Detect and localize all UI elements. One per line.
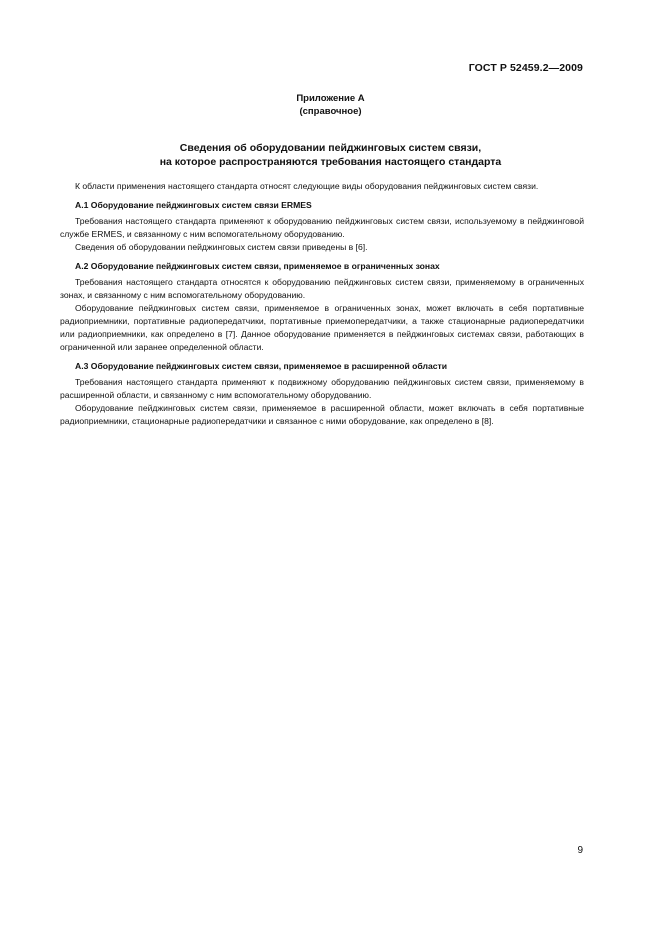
section-heading: А.2 Оборудование пейджинговых систем связи, применяемое в ограниченных зонах	[75, 261, 440, 271]
document-title	[0, 141, 661, 169]
section-a3	[60, 360, 584, 428]
section-heading: А.3 Оборудование пейджинговых систем связи, применяемое в расширенной области	[75, 361, 448, 371]
section-paragraph: Требования настоящего стандарта применяют к подвижному оборудованию пейджинговых систем связи, применяемому в расширенной области, и связанному с ним вспомогательному оборудованию.	[60, 377, 584, 400]
title-line-1: Сведения об оборудовании пейджинговых систем связи,	[179, 142, 482, 154]
standard-designation: ГОСТ Р 52459.2—2009	[468, 62, 583, 74]
intro-paragraph: К области применения настоящего стандарта относят следующие виды оборудования пейджинговых систем связи.	[75, 181, 539, 191]
page-number: 9	[577, 845, 583, 856]
section-paragraph: Сведения об оборудовании пейджинговых систем связи приведены в [6].	[75, 242, 368, 252]
section-paragraph: Требования настоящего стандарта относятся к оборудованию пейджинговых систем связи, применяемому в ограниченных зонах, и связанному с ним вспомогательному оборудованию.	[60, 277, 584, 300]
document-body	[60, 180, 584, 428]
section-paragraph: Требования настоящего стандарта применяют к оборудованию пейджинговых систем связи, используемому в пейджинговой службе ERMES, и связанному с ним вспомогательному оборудованию.	[60, 216, 584, 239]
annex-status: (справочное)	[299, 106, 362, 117]
annex-title: Приложение А	[296, 93, 365, 104]
section-a1	[60, 199, 584, 254]
section-heading: А.1 Оборудование пейджинговых систем связи ERMES	[75, 200, 312, 210]
section-a2	[60, 260, 584, 354]
title-line-2: на которое распространяются требования настоящего стандарта	[159, 156, 502, 168]
annex-heading	[0, 92, 661, 118]
section-paragraph: Оборудование пейджинговых систем связи, применяемое в ограниченных зонах, может включать в себя портативные радиоприемники, портативные радиопередатчики, портативные приемопередатчики, а также стационарные радиопередатчики или радиоприемники, как определено в [7]. Данное оборудование применяется в пейджинговых системах связи, работающих в ограниченной или заранее определенной области.	[60, 303, 584, 352]
section-paragraph: Оборудование пейджинговых систем связи, применяемое в расширенной области, может включать в себя портативные радиоприемники, стационарные радиопередатчики и связанное с ними оборудование, как определено в [8].	[60, 403, 584, 426]
